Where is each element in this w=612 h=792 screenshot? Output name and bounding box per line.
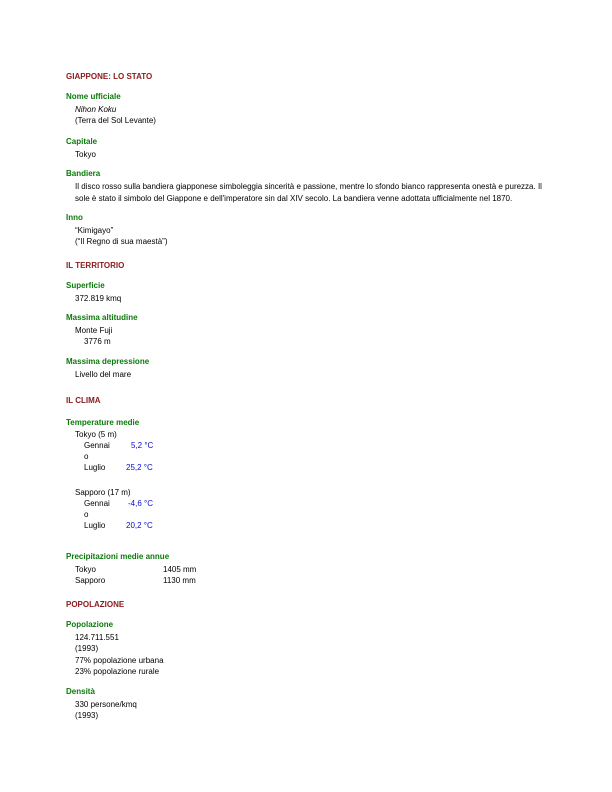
temp-tokyo-gennaio-value: 5,2 °C <box>131 441 154 450</box>
precip-city-sapporo: Sapporo <box>75 576 106 585</box>
temp-tokyo-luglio-label: Luglio <box>84 463 106 472</box>
popolazione-year: (1993) <box>75 644 99 653</box>
densita-year: (1993) <box>75 711 99 720</box>
section-title-territorio: IL TERRITORIO <box>66 261 125 270</box>
popolazione-rurale: 23% popolazione rurale <box>75 667 160 676</box>
superficie-value: 372.819 kmq <box>75 294 122 303</box>
heading-massima-depressione: Massima depressione <box>66 357 150 366</box>
precip-city-tokyo: Tokyo <box>75 565 96 574</box>
heading-bandiera: Bandiera <box>66 169 101 178</box>
heading-inno: Inno <box>66 213 83 222</box>
heading-nome-ufficiale: Nome ufficiale <box>66 92 121 101</box>
heading-precipitazioni: Precipitazioni medie annue <box>66 552 170 561</box>
altitudine-value: 3776 m <box>84 337 111 346</box>
popolazione-urbana: 77% popolazione urbana <box>75 656 164 665</box>
temp-sapporo-luglio-label: Luglio <box>84 521 106 530</box>
temp-city-tokyo: Tokyo (5 m) <box>75 430 117 439</box>
inno-value: “Kimigayo” <box>75 226 114 235</box>
temp-tokyo-gennaio-label: Gennai <box>84 441 110 450</box>
section-title-clima: IL CLIMA <box>66 396 101 405</box>
section-title-stato: GIAPPONE: LO STATO <box>66 72 153 81</box>
capitale-value: Tokyo <box>75 150 96 159</box>
nome-ufficiale-value: Nihon Koku <box>75 105 117 114</box>
popolazione-value: 124.711.551 <box>75 633 119 642</box>
precip-value-sapporo: 1130 mm <box>163 576 196 585</box>
heading-superficie: Superficie <box>66 281 105 290</box>
temp-sapporo-gennaio-label: Gennai <box>84 499 110 508</box>
inno-translation: (“Il Regno di sua maestà”) <box>75 237 168 246</box>
precip-value-tokyo: 1405 mm <box>163 565 197 574</box>
temp-sapporo-gennaio-label-cont: o <box>84 510 89 519</box>
temp-tokyo-gennaio-label-cont: o <box>84 452 89 461</box>
depressione-value: Livello del mare <box>75 370 132 379</box>
temp-sapporo-luglio-value: 20,2 °C <box>126 521 153 530</box>
bandiera-text: Il disco rosso sulla bandiera giapponese simboleggia sincerità e passione, mentre lo sfondo bianco rappresenta onestà e purezza. Il sole è stato il simbolo del Giappone e dell'imperatore sin dal XIV secolo. La bandiera venne adottata ufficialmente nel 1870. <box>75 182 542 203</box>
densita-value: 330 persone/kmq <box>75 700 137 709</box>
heading-capitale: Capitale <box>66 137 98 146</box>
heading-densita: Densità <box>66 687 95 696</box>
nome-ufficiale-translation: (Terra del Sol Levante) <box>75 116 156 125</box>
temp-tokyo-luglio-value: 25,2 °C <box>126 463 153 472</box>
heading-temperature-medie: Temperature medie <box>66 418 140 427</box>
heading-popolazione: Popolazione <box>66 620 114 629</box>
heading-massima-altitudine: Massima altitudine <box>66 313 138 322</box>
altitudine-place: Monte Fuji <box>75 326 113 335</box>
temp-sapporo-gennaio-value: -4,6 °C <box>128 499 153 508</box>
section-title-popolazione: POPOLAZIONE <box>66 600 125 609</box>
temp-city-sapporo: Sapporo (17 m) <box>75 488 131 497</box>
